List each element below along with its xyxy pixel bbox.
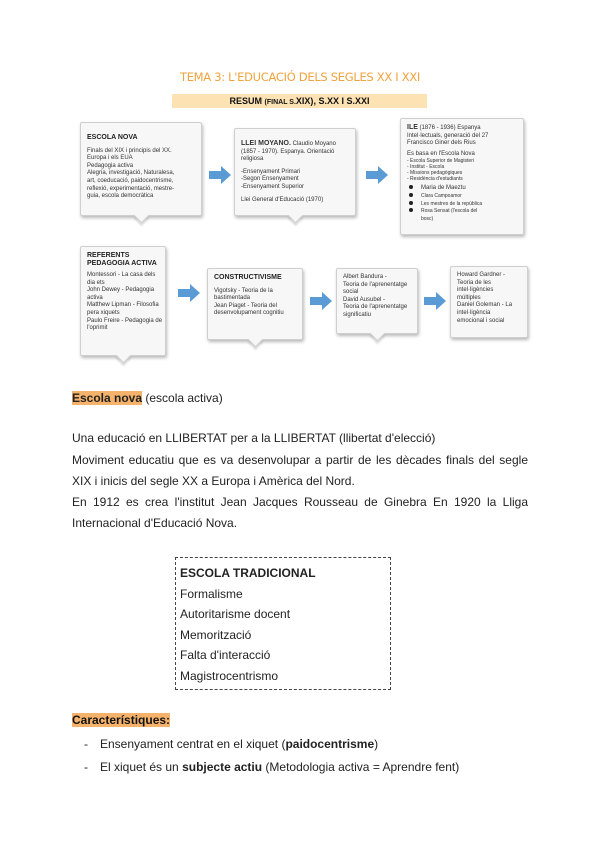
- box-line: -Ensenyament Superior: [241, 183, 305, 190]
- box-line: Howard Gardner -: [457, 272, 506, 278]
- tradicional-item: Memorització: [180, 627, 252, 642]
- box-constructivisme: [207, 268, 303, 340]
- box-line: activa: [87, 294, 103, 301]
- list-item-text: El xiquet és un: [100, 760, 183, 774]
- box-line: emocional i social: [457, 317, 505, 324]
- box-escola-nova: [80, 122, 202, 216]
- box-line: Jean Piaget - Teoria del: [214, 302, 277, 309]
- subtitle-xix: XIX): [295, 96, 314, 106]
- escola-tradicional-box: [175, 557, 391, 690]
- box-line: religiosa: [241, 156, 264, 163]
- subtitle-final: (FINAL S.: [264, 99, 296, 106]
- section-heading-rest: (escola activa): [142, 391, 223, 405]
- box-line: - Missions pedagògiques: [407, 170, 463, 177]
- box-line: art, coeducació, paidocentrisme,: [87, 177, 174, 184]
- box-line: bastimentada: [214, 295, 251, 302]
- box-line: múltiples: [457, 294, 481, 301]
- box-bullet-item: [407, 208, 517, 216]
- box-llei-moyano-title: LLEI MOYANO.: [241, 140, 291, 147]
- box-line: l'oprimit: [87, 325, 108, 332]
- paragraph-3-line-1: En 1912 es crea l'institut Jean Jacques Rousseau de Ginebra En 1920 la Lliga: [72, 495, 528, 509]
- tradicional-item: Falta d'interacció: [180, 648, 271, 662]
- bullet-text: Les mestres de la república: [421, 200, 483, 207]
- box-line: desenvolupament cognitiu: [214, 310, 284, 317]
- bullet-dot-icon: [409, 201, 413, 205]
- box-line: Francisco Giner dels Rius: [407, 140, 476, 147]
- tradicional-item: Magistrocentrismo: [180, 668, 279, 683]
- list-item: [84, 756, 459, 779]
- section-heading: [72, 388, 528, 409]
- box-ile-dates: (1876 - 1936) Espanya: [417, 125, 481, 131]
- box-line: Daniel Goleman - La: [457, 302, 513, 309]
- box-line: Paulo Freire - Pedagogia de: [87, 317, 163, 324]
- bullet-dot-icon: [409, 208, 413, 212]
- box-bullet-item: [407, 185, 517, 193]
- paragraph-2-line-1: Moviment educatiu que es va desenvolupar a partir de les dècades finals del segle: [72, 453, 528, 467]
- box-line: bosc): [421, 215, 434, 222]
- box-line: pera xiquets: [87, 309, 120, 316]
- box-ile: [400, 118, 524, 235]
- paragraph-1: Una educació en LLIBERTAT per a la LLIBERTAT (llibertat d'elecció): [72, 431, 436, 445]
- paragraph-2-line-2: XIX i inicis del segle XX a Europa i Amèrica del Nord.: [72, 473, 355, 488]
- box-line: - Institut - Escola: [407, 164, 445, 171]
- box-constructivisme-head: CONSTRUCTIVISME: [214, 274, 282, 281]
- dash-bullet-icon: -: [84, 760, 88, 774]
- arrow-right-icon: [424, 292, 446, 310]
- box-line: Vigotsky - Teoria de la: [214, 287, 273, 294]
- box-line: (1857 - 1970). Espanya. Orientació: [241, 148, 335, 155]
- escola-tradicional-head: ESCOLA TRADICIONAL: [180, 566, 316, 580]
- box-line: intel·ligències: [457, 287, 494, 294]
- box-line: guia, escola democràtica: [87, 193, 154, 200]
- box-line: social: [343, 289, 359, 296]
- arrow-right-icon: [209, 166, 231, 184]
- box-line: reflexió, experimentació, mestre-: [87, 185, 175, 192]
- paragraph-3: [72, 492, 528, 533]
- box-referents-head: REFERENTS PEDAGOGIA ACTIVA: [87, 252, 157, 267]
- arrow-right-icon: [366, 166, 388, 184]
- arrow-right-icon: [310, 292, 332, 310]
- box-line: Teoria de l'aprenentatge: [343, 281, 408, 288]
- box-line: - Escola Superior de Magisteri: [407, 158, 474, 165]
- box-line: Teoria de l'aprenentatge: [343, 304, 408, 311]
- box-line: Es basa en l'Escola Nova: [407, 150, 475, 157]
- box-line: Pedagogia activa: [87, 162, 134, 169]
- subtitle-resum: RESUM: [229, 96, 263, 106]
- box-line: Finals del XIX i principis del XX.: [87, 147, 172, 154]
- box-line: Albert Bandura -: [343, 274, 387, 280]
- box-line: - Residència d'estudiants: [407, 176, 463, 183]
- box-line: David Ausubel -: [343, 296, 386, 303]
- list-item-text: (Metodologia activa = Aprendre fent): [262, 760, 460, 774]
- box-line: dia ets: [87, 279, 105, 286]
- list-item-bold: paidocentrisme: [285, 737, 375, 751]
- bullet-text: Rosa Sensat (l'escola del: [421, 208, 478, 215]
- box-line: Llei General d'Educació (1970): [241, 196, 324, 203]
- list-item-text: Ensenyament centrat en el xiquet (: [100, 737, 286, 751]
- box-bullet-item: [407, 193, 517, 201]
- list-item-bold: subjecte actiu: [182, 760, 263, 774]
- tradicional-item: Autoritarisme docent: [180, 607, 291, 621]
- subtitle-rest: , S.XX I S.XXI: [313, 96, 370, 106]
- bullet-text: Maria de Maeztu: [421, 185, 466, 192]
- box-llei-moyano: [234, 128, 356, 216]
- section-heading-highlight: Escola nova: [72, 391, 143, 405]
- page-title: TEMA 3: L'EDUCACIÓ DELS SEGLES XX I XXI: [179, 70, 420, 84]
- box-line: Teoria de les: [457, 279, 492, 286]
- dash-bullet-icon: -: [84, 737, 88, 751]
- box-line: Intel·lectuals, generació del 27: [407, 132, 489, 139]
- box-referents: [80, 246, 166, 356]
- box-escola-nova-head: ESCOLA NOVA: [87, 134, 138, 141]
- box-llei-moyano-name: Claudio Moyano: [290, 141, 336, 147]
- box-line: Matthew Lipman - Filosofia: [87, 302, 159, 309]
- bullet-text: Clara Campoamor: [421, 193, 462, 200]
- caracteristiques-list: [84, 733, 459, 779]
- summary-subtitle: [172, 94, 427, 108]
- box-line: Montessori - La casa dels: [87, 272, 156, 278]
- caracteristiques-heading: Característiques:: [72, 713, 171, 727]
- paragraph-2: [72, 450, 528, 491]
- box-line: -Segon Ensenyament: [241, 176, 299, 183]
- box-line: Europa i els EUA: [87, 155, 133, 162]
- bullet-dot-icon: [409, 193, 413, 197]
- box-line: significatiu: [343, 311, 372, 318]
- box-llei-moyano-head: [241, 140, 349, 149]
- box-gardner: [450, 266, 528, 338]
- box-ile-head: [407, 124, 517, 133]
- list-item: [84, 733, 459, 756]
- list-item-text: ): [374, 737, 379, 751]
- arrow-right-icon: [178, 284, 200, 302]
- bullet-dot-icon: [409, 185, 413, 189]
- box-line: intel·ligència: [457, 309, 491, 316]
- box-line: Alegria, investigació, Naturalesa,: [87, 170, 175, 177]
- box-ile-title: ILE: [407, 124, 418, 131]
- box-bandura: [336, 268, 418, 334]
- paragraph-3-line-2: Internacional d'Educació Nova.: [72, 515, 238, 530]
- box-line: -Ensenyament Primari: [241, 168, 301, 175]
- box-line: John Dewey - Pedagogia: [87, 287, 155, 294]
- box-bullet-item: [407, 201, 517, 209]
- tradicional-item: Formalisme: [180, 586, 243, 601]
